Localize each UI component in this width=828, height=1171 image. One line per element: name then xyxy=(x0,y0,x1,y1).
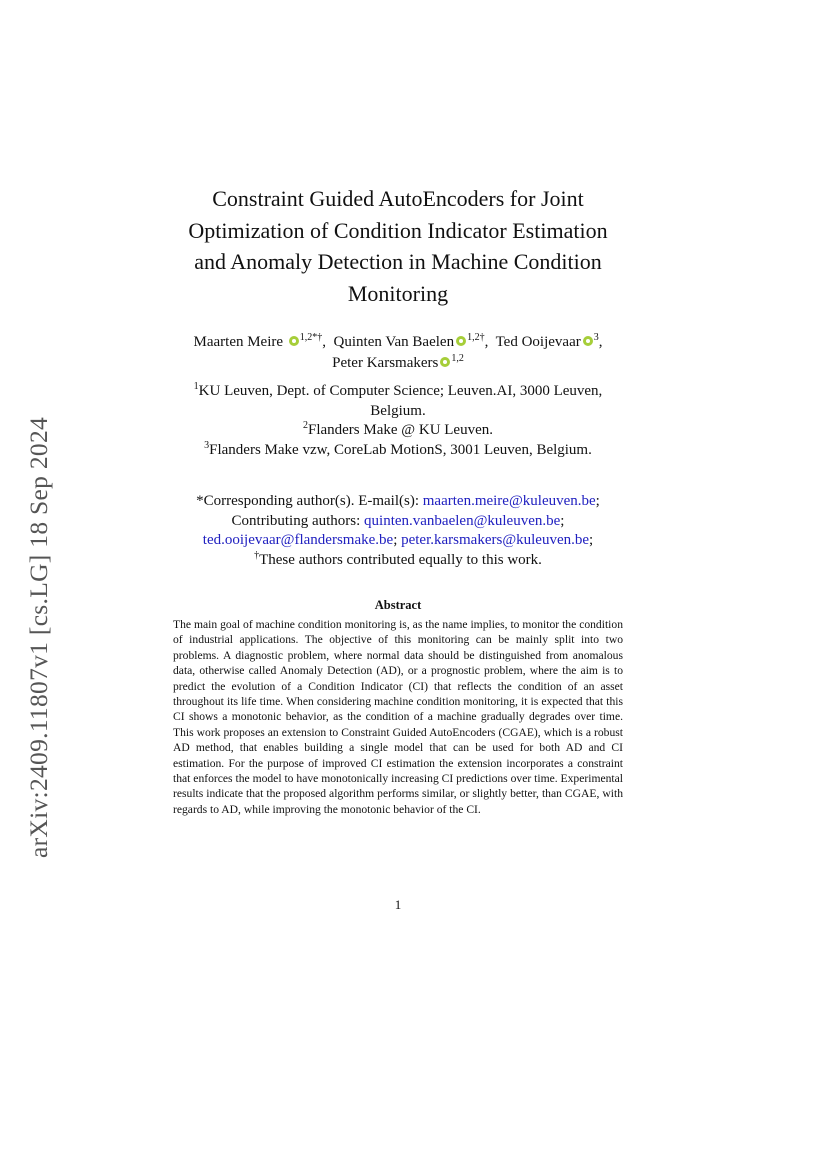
page-number: 1 xyxy=(394,897,402,912)
orcid-icon[interactable] xyxy=(456,336,466,346)
affil-text: Flanders Make vzw, CoreLab MotionS, 3001 Leuven, Belgium. xyxy=(209,441,592,458)
author-affil-sup: 1,2*† xyxy=(299,332,323,343)
paper-title xyxy=(140,183,656,309)
abstract-heading: Abstract xyxy=(374,598,422,612)
arxiv-sidebar-stamp: arXiv:2409.11807v1 [cs.LG] 18 Sep 2024 xyxy=(24,416,53,858)
correspondence-block: *Corresponding author(s). E-mail(s): maarten.meire@kuleuven.be; Contributing authors: quinten.vanbaelen@kuleuven.be; ted.ooijevaar@flandersmake.be; peter.karsmakers@kuleuven.be; †These authors contributed equally to this work. xyxy=(196,493,600,568)
author-list: Maarten Meire $^{1,2*\dagger}$, Quinten Van Baelen $^{1,2\dagger}$, Ted Ooijevaar $^3$, Peter Karsmakers $^{1,2}$ xyxy=(193,332,603,371)
author-affil-sup: 1,2† xyxy=(467,332,485,343)
author-name: Peter Karsmakers xyxy=(332,355,439,371)
dagger-mark: † xyxy=(254,549,260,561)
title-line: Optimization of Condition Indicator Estimation xyxy=(188,217,608,243)
author-affil-sup: 1,2 xyxy=(451,353,464,364)
title-line: Constraint Guided AutoEncoders for Joint xyxy=(212,186,584,211)
email-link[interactable]: ted.ooijevaar@flandersmake.be xyxy=(202,532,394,548)
email-link[interactable]: quinten.vanbaelen@kuleuven.be xyxy=(364,512,561,529)
equal-contrib-note: These authors contributed equally to this work. xyxy=(259,551,542,568)
affil-num: 1 xyxy=(193,381,199,392)
affil-num: 3 xyxy=(204,439,210,451)
affiliation xyxy=(150,421,646,441)
affil-text: Flanders Make @ KU Leuven. xyxy=(307,422,494,438)
corr-label: *Corresponding author(s). E-mail(s): xyxy=(196,493,423,509)
author-name: Quinten Van Baelen xyxy=(333,334,455,350)
author-name: Ted Ooijevaar xyxy=(495,334,581,350)
title-line: and Anomaly Detection in Machine Condition xyxy=(194,249,602,274)
title-line: Monitoring xyxy=(347,280,449,306)
affiliation xyxy=(150,382,646,402)
email-link[interactable]: maarten.meire@kuleuven.be xyxy=(422,493,596,509)
orcid-icon[interactable] xyxy=(289,336,299,346)
orcid-icon[interactable] xyxy=(583,336,593,346)
orcid-icon[interactable] xyxy=(440,357,450,367)
author-name: Maarten Meire xyxy=(193,334,284,350)
abstract-body: The main goal of machine condition monitoring is, as the name implies, to monitor the condition of industrial applications. The objective of this monitoring can be mainly split into two problems. A diagnostic problem, where normal data should be distinguished from anomalous data, otherwise called Anomaly Detection (AD), or a prognostic problem, where the aim is to predict the evolution of a Condition Indicator (CI) that reflects the condition of an asset throughout its life time. When considering machine condition monitoring, it is expected that this CI shows a monotonic behavior, as the condition of a machine gradually degrades over time. This work proposes an extension to Constraint Guided AutoEncoders (CGAE), which is a robust AD method, that enables building a single model that can be used for both AD and CI estimation. For the purpose of improved CI estimation the extension incorporates a constraint that enforces the model to have monotonically increasing CI predictions over time. Experimental results indicate that the proposed algorithm performs similar, or slightly better, than CGAE, with regards to AD, while improving the monotonic behavior of the CI. xyxy=(173,618,623,816)
author-affil-sup: 3 xyxy=(593,332,599,343)
email-link[interactable]: peter.karsmakers@kuleuven.be xyxy=(401,532,590,548)
contrib-label: Contributing authors: xyxy=(231,512,365,529)
affiliation-cont: Belgium. xyxy=(370,402,426,419)
affiliation xyxy=(150,441,646,461)
affil-text: KU Leuven, Dept. of Computer Science; Leuven.AI, 3000 Leuven, xyxy=(198,383,603,399)
affiliation-list xyxy=(150,382,646,460)
affil-num: 2 xyxy=(302,420,308,431)
